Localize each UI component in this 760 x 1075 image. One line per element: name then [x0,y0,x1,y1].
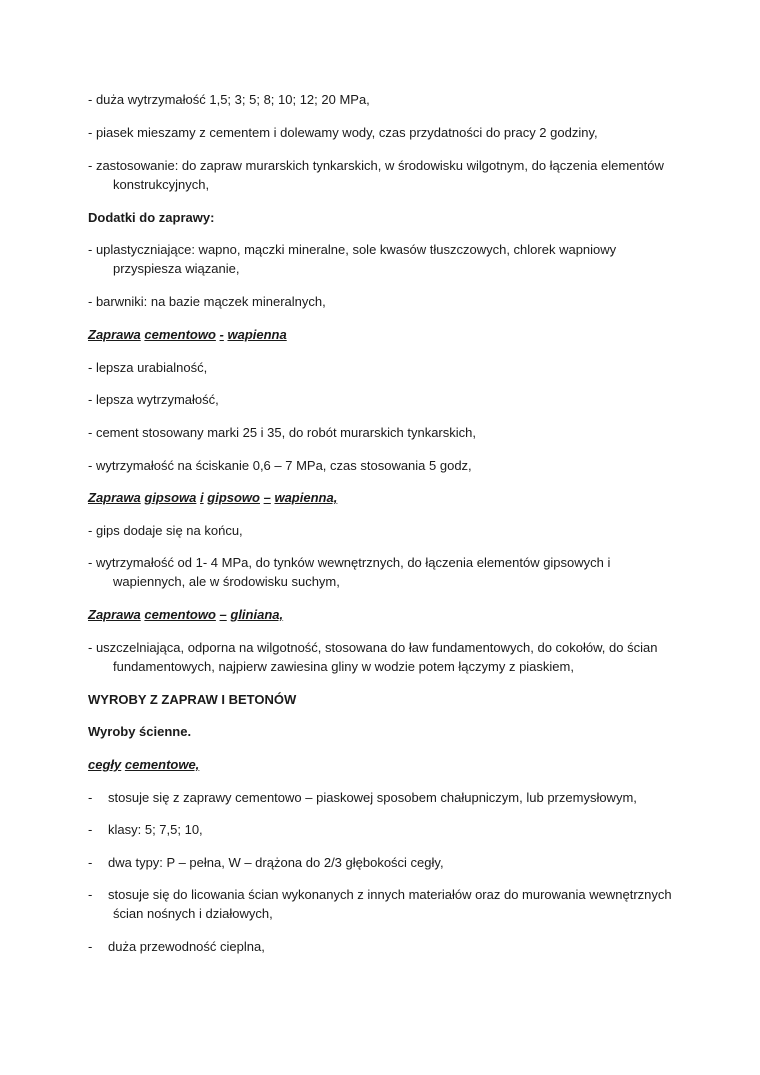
heading-word: cementowo [144,607,216,622]
text-line-continuation: wapiennych, ale w środowisku suchym, [113,574,340,589]
text-line: - gips dodaje się na końcu, [88,523,243,538]
list-item [88,788,688,807]
bullet-dash: - [88,822,93,837]
section-heading: WYROBY Z ZAPRAW I BETONÓW [88,692,297,707]
list-item-text: stosuje się z zaprawy cementowo – piaskowej sposobem chałupniczym, lub przemysłowym, [108,790,637,805]
list-item-text: stosuje się do licowania ścian wykonanych z innych materiałów oraz do murowania wewnętrznych [108,887,672,902]
text-line: - barwniki: na bazie mączek mineralnych, [88,294,326,309]
heading-word: cementowe, [124,757,200,772]
heading-word: gliniana, [230,607,284,622]
section-heading: Dodatki do zaprawy: [88,210,215,225]
section-heading: Wyroby ścienne. [88,724,192,739]
heading-word: - [219,327,224,342]
heading-word: gipsowo [207,490,260,505]
heading-word: Zaprawa [88,327,141,342]
heading-word: i [200,490,204,505]
heading-word: Zaprawa [88,490,141,505]
text-line: - duża wytrzymałość 1,5; 3; 5; 8; 10; 12; 20 MPa, [88,92,370,107]
bullet-dash: - [88,939,93,954]
heading-word: – [219,607,227,622]
text-line [88,156,688,175]
bullet-dash: - [88,887,93,902]
heading-word: wapienna, [274,490,338,505]
text-line: - wytrzymałość na ściskanie 0,6 – 7 MPa, czas stosowania 5 godz, [88,458,472,473]
list-item-text: klasy: 5; 7,5; 10, [108,822,203,837]
text-line: - uszczelniająca, odporna na wilgotność, stosowana do ław fundamentowych, do cokołów, do ścian [88,640,658,655]
section-heading [88,325,688,344]
heading-word: gipsowa [144,490,197,505]
text-line-continuation: przyspiesza wiązanie, [113,261,240,276]
text-line: - cement stosowany marki 25 i 35, do robót murarskich tynkarskich, [88,425,476,440]
section-heading [88,488,688,507]
heading-word: – [263,490,271,505]
list-item [88,853,688,872]
text-line-part: - zastosowanie: do zapraw murarskich tynkarskich, w środowisku wilgotnym, do łączenia elementów [88,158,664,173]
text-line: - uplastyczniające: wapno, mączki mineralne, sole kwasów tłuszczowych, chlorek wapniowy [88,242,617,257]
text-line: - lepsza urabialność, [88,360,208,375]
section-heading [88,605,688,624]
heading-word: wapienna [227,327,287,342]
text-line: - piasek mieszamy z cementem i dolewamy wody, czas przydatności do pracy 2 godziny, [88,125,598,140]
text-line: - wytrzymałość od 1- 4 MPa, do tynków wewnętrznych, do łączenia elementów gipsowych i [88,555,611,570]
heading-word: cementowo [144,327,216,342]
text-line-continuation: konstrukcyjnych, [113,177,210,192]
bullet-dash: - [88,790,93,805]
heading-word: cegły [88,757,122,772]
list-item [88,937,688,956]
list-item-continuation: ścian nośnych i działowych, [113,906,273,921]
heading-word: Zaprawa [88,607,141,622]
list-item-text: duża przewodność cieplna, [108,939,265,954]
list-item [88,885,688,904]
section-heading [88,755,688,774]
list-item [88,820,688,839]
text-line-continuation: fundamentowych, najpierw zawiesina gliny w wodzie potem łączymy z piaskiem, [113,659,574,674]
list-item-text: dwa typy: P – pełna, W – drążona do 2/3 głębokości cegły, [108,855,444,870]
bullet-dash: - [88,855,93,870]
text-line: - lepsza wytrzymałość, [88,392,219,407]
